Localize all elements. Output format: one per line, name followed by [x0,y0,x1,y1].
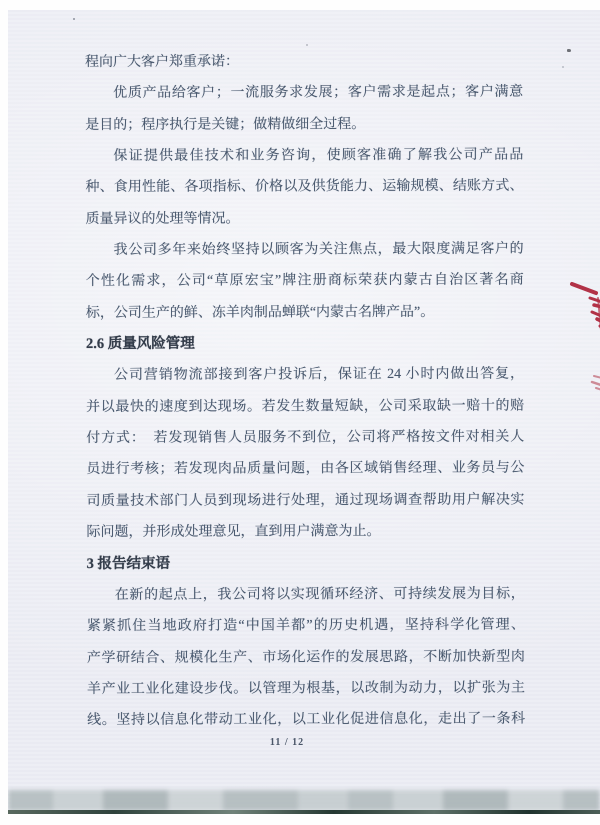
text-line: 际问题，并形成处理意见，直到用户满意为止。 [86,524,381,541]
text-line: 优质产品给客户；一流服务求发展；客户需求是起点；客户满意 [113,84,524,102]
section-heading: 2.6 质量风险管理 [85,335,195,353]
text-line: 程向广大客户郑重承诺： [85,54,240,70]
document-page [8,10,600,814]
scan-speck [73,18,75,20]
page-number: 11 / 12 [269,737,305,748]
red-stamp-fragment [568,260,600,400]
paper-bottom-shadow [8,790,600,811]
scan-speck [306,44,308,46]
text-line: 标，公司生产的鲜、冻羊肉制品蝉联“内蒙古名牌产品”。 [85,304,435,321]
section-heading: 3 报告结束语 [86,555,171,572]
text-line: 质量异议的处理等情况。 [85,211,240,227]
text-line: 产学研结合、规模化生产、市场化运作的发展思路，不断加快新型肉 [86,649,525,666]
text-line: 种、食用性能、各项指标、价格以及供货能力、运输规模、结账方式、 [85,178,524,196]
text-line: 员进行考核；若发现肉品质量问题，由各区域销售经理、业务员与公 [86,461,525,478]
text-line: 我公司多年来始终坚持以顾客为关注焦点，最大限度满足客户的 [113,241,524,258]
scan-speck [562,66,564,68]
paper-bottom-edge [8,810,600,814]
text-line: 付方式： 若发现销售人员服务不到位，公司将严格按文件对相关人 [86,429,525,447]
text-line: 公司营销物流部接到客户投诉后，保证在 24 小时内做出答复， [114,367,525,384]
document-text [85,46,525,737]
text-line: 司质量技术部门人员到现场进行处理，通过现场调查帮助用户解决实 [86,492,525,509]
text-line: 保证提供最佳技术和业务咨询，使顾客准确了解我公司产品品 [113,147,524,164]
text-line: 羊产业工业化建设步伐。以管理为根基，以改制为动力，以扩张为主 [86,680,526,697]
text-line: 个性化需求，公司“草原宏宝”牌注册商标荣获内蒙古自治区著名商 [85,273,524,290]
text-line: 线。坚持以信息化带动工业化，以工业化促进信息化，走出了一条科 [87,711,526,729]
text-line: 在新的起点上，我公司将以实现循环经济、可持续发展为目标， [114,586,525,603]
scan-speck [567,49,571,52]
text-line: 并以最快的速度到达现场。若发生数量短缺，公司采取缺一赔十的赔 [86,398,525,415]
text-line: 是目的；程序执行是关键；做精做细全过程。 [85,116,366,133]
text-line: 紧紧抓住当地政府打造“中国羊都”的历史机遇，坚持科学化管理、 [86,617,525,635]
